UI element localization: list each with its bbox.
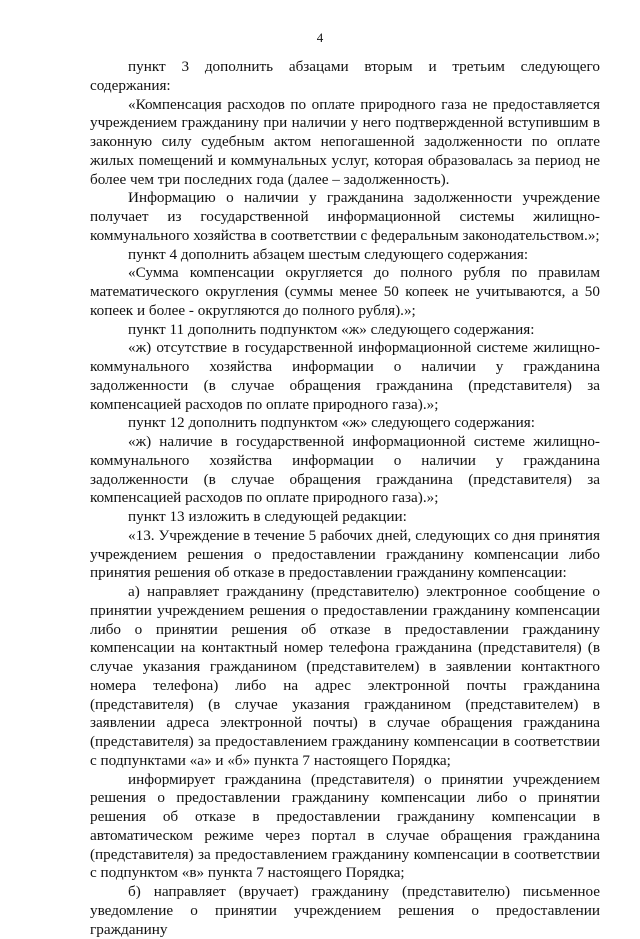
paragraph-subpoint-zh-absence: «ж) отсутствие в государственной информационной системе жилищно-коммунального хозяйства информации о наличии у гражданина задолженности (в случае обращения гражданина (представителя) за компенсацией расходов по оплате природного газа).»;	[90, 339, 600, 413]
paragraph-intro-point-12: пункт 12 дополнить подпунктом «ж» следующего содержания:	[128, 414, 536, 432]
document-body	[90, 58, 600, 939]
paragraph-intro-point-3: пункт 3 дополнить абзацами вторым и третьим следующего содержания:	[90, 58, 600, 94]
paragraph-subpoint-zh-presence: «ж) наличие в государственной информационной системе жилищно-коммунального хозяйства информации о наличии у гражданина задолженности (в случае обращения гражданина (представителя) за компенсацией расходов по оплате природного газа).»;	[90, 433, 600, 507]
paragraph-debt-information: Информацию о наличии у гражданина задолженности учреждение получает из государственной информационной системы жилищно-коммунального хозяйства в соответствии с федеральным законодательством.»;	[90, 189, 600, 244]
paragraph-compensation-not-provided: «Компенсация расходов по оплате природного газа не предоставляется учреждением гражданину при наличии у него подтвержденной вступившим в законную силу судебным актом непогашенной задолженности по оплате жилых помещений и коммунальных услуг, которая образовалась за период не более чем три последних года (далее – задолженность).	[90, 95, 600, 188]
paragraph-rounding-rule: «Сумма компенсации округляется до полного рубля по правилам математического округления (суммы менее 50 копеек не учитываются, а 50 копеек и более - округляются до полного рубля).»;	[90, 264, 600, 319]
paragraph-informs-citizen: информирует гражданина (представителя) о принятии учреждением решения о предоставлении гражданину компенсации либо о принятии решения об отказе в предоставлении гражданину компенсации в автоматическом режиме через портал в случае обращения гражданина (представителя) за предоставлением гражданину компенсации в соответствии с подпунктом «в» пункта 7 настоящего Порядка;	[90, 770, 600, 882]
paragraph-intro-point-4: пункт 4 дополнить абзацем шестым следующего содержания:	[128, 245, 529, 263]
page-number: 4	[316, 30, 324, 45]
paragraph-intro-point-13: пункт 13 изложить в следующей редакции:	[128, 508, 407, 525]
paragraph-subpoint-b: б) направляет (вручает) гражданину (представителю) письменное уведомление о принятии учреждением решения о предоставлении гражданину	[90, 883, 600, 938]
paragraph-intro-point-11: пункт 11 дополнить подпунктом «ж» следующего содержания:	[128, 320, 535, 338]
paragraph-point-13-text: «13. Учреждение в течение 5 рабочих дней, следующих со дня принятия учреждением решения о предоставлении гражданину компенсации либо принятия решения об отказе в предоставлении гражданину компенсации:	[90, 526, 600, 582]
paragraph-subpoint-a: а) направляет гражданину (представителю) электронное сообщение о принятии учреждением решения о предоставлении гражданину компенсации либо о принятии решения об отказе в предоставлении гражданину компенсации на контактный номер телефона гражданина (представителя) (в случае указания гражданином (представителем) в заявлении контактного номера телефона) либо на адрес электронной почты гражданина (представителя) (в случае указания гражданином (представителем) в заявлении адреса электронной почты) в случае обращения гражданина (представителя) за предоставлением гражданину компенсации в соответствии с подпунктами «а» и «б» пункта 7 настоящего Порядка;	[90, 583, 600, 769]
